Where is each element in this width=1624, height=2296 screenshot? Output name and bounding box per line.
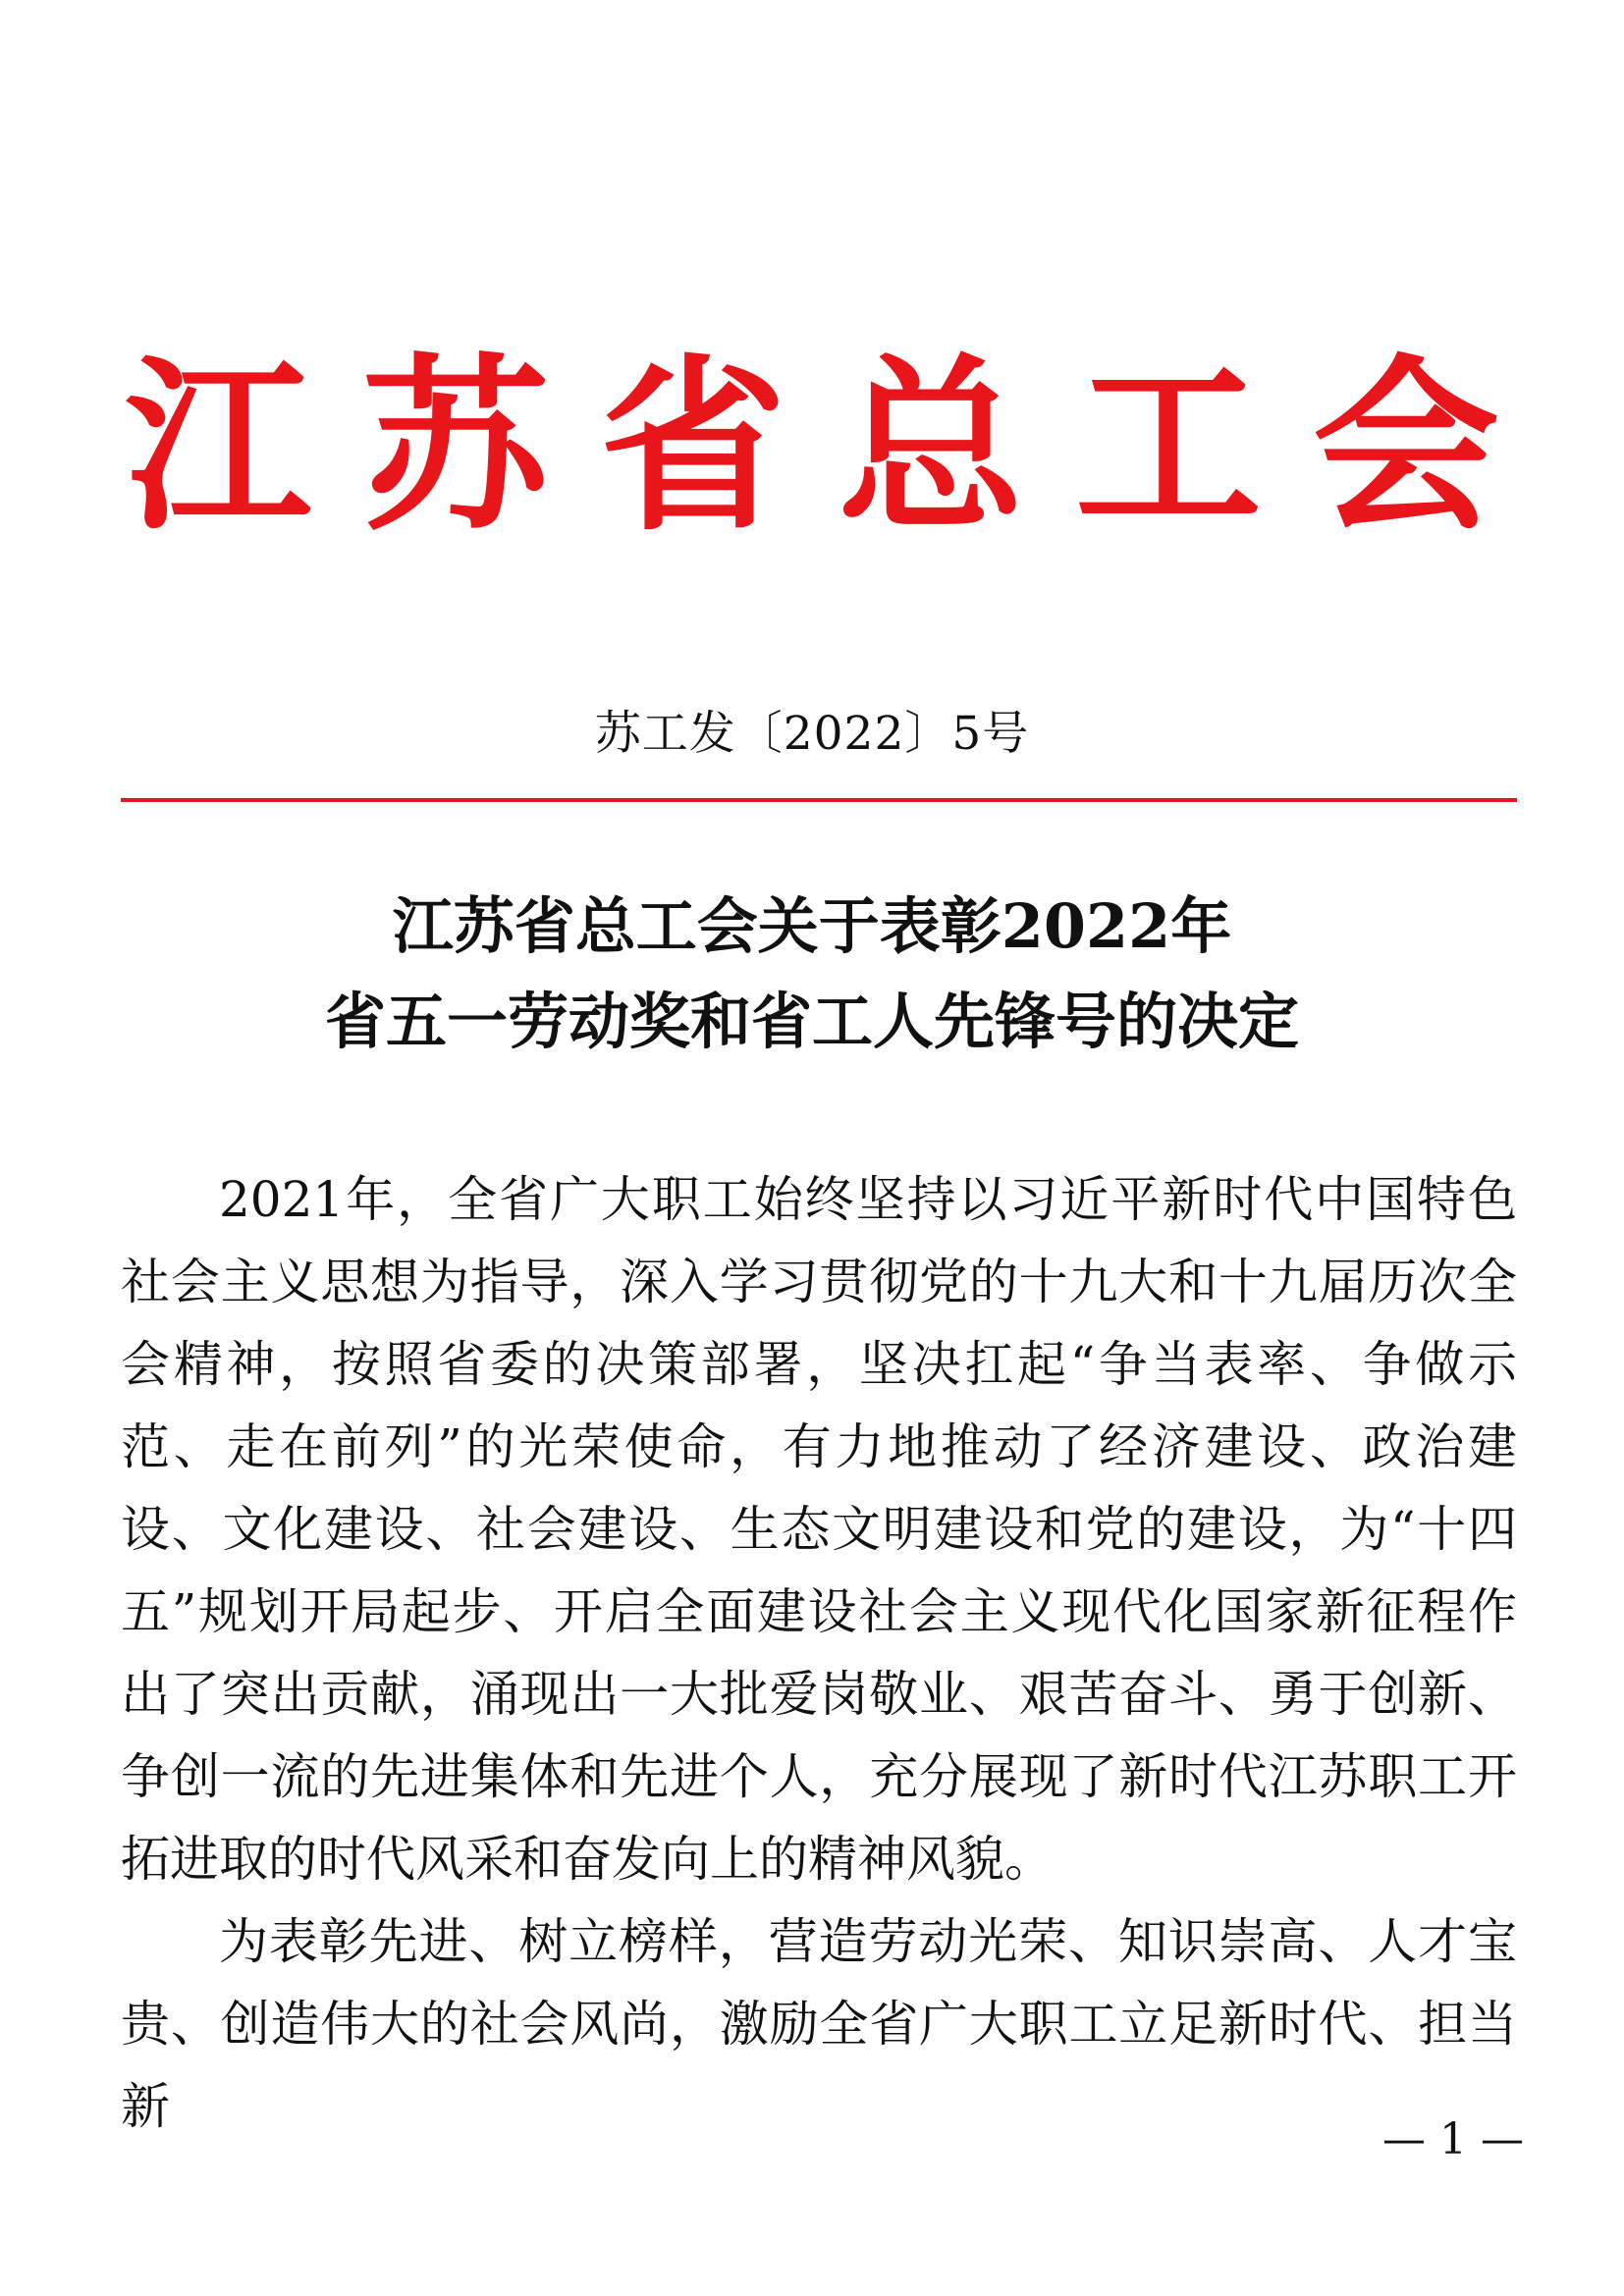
red-divider (121, 798, 1517, 802)
page-number: — 1 — (1382, 2114, 1524, 2164)
title-line-2: 省五一劳动奖和省工人先锋号的决定 (324, 986, 1299, 1057)
body-paragraph-2: 为表彰先进、树立榜样，营造劳动光荣、知识崇高、人才宝贵、创造伟大的社会风尚，激励全省广大职工立足新时代、担当新 (121, 1913, 1517, 2135)
document-body (121, 1158, 1517, 2148)
document-title (0, 879, 1624, 1069)
title-line-1: 江苏省总工会关于表彰2022年 (392, 890, 1232, 962)
document-number: 苏工发〔2022〕5号 (594, 707, 1030, 761)
body-paragraph-1: 2021年，全省广大职工始终坚持以习近平新时代中国特色社会主义思想为指导，深入学习贯彻党的十九大和十九届历次全会精神，按照省委的决策部署，坚决扛起“争当表率、争做示范、走在前列”的光荣使命，有力地推动了经济建设、政治建设、文化建设、社会建设、生态文明建设和党的建设，为“十四五”规划开局起步、开启全面建设社会主义现代化国家新征程作出了突出贡献，涌现出一大批爱岗敬业、艰苦奋斗、勇于创新、争创一流的先进集体和先进个人，充分展现了新时代江苏职工开拓进取的时代风采和奋发向上的精神风貌。 (121, 1171, 1517, 1888)
masthead-title: 江苏省总工会 (124, 337, 1550, 556)
